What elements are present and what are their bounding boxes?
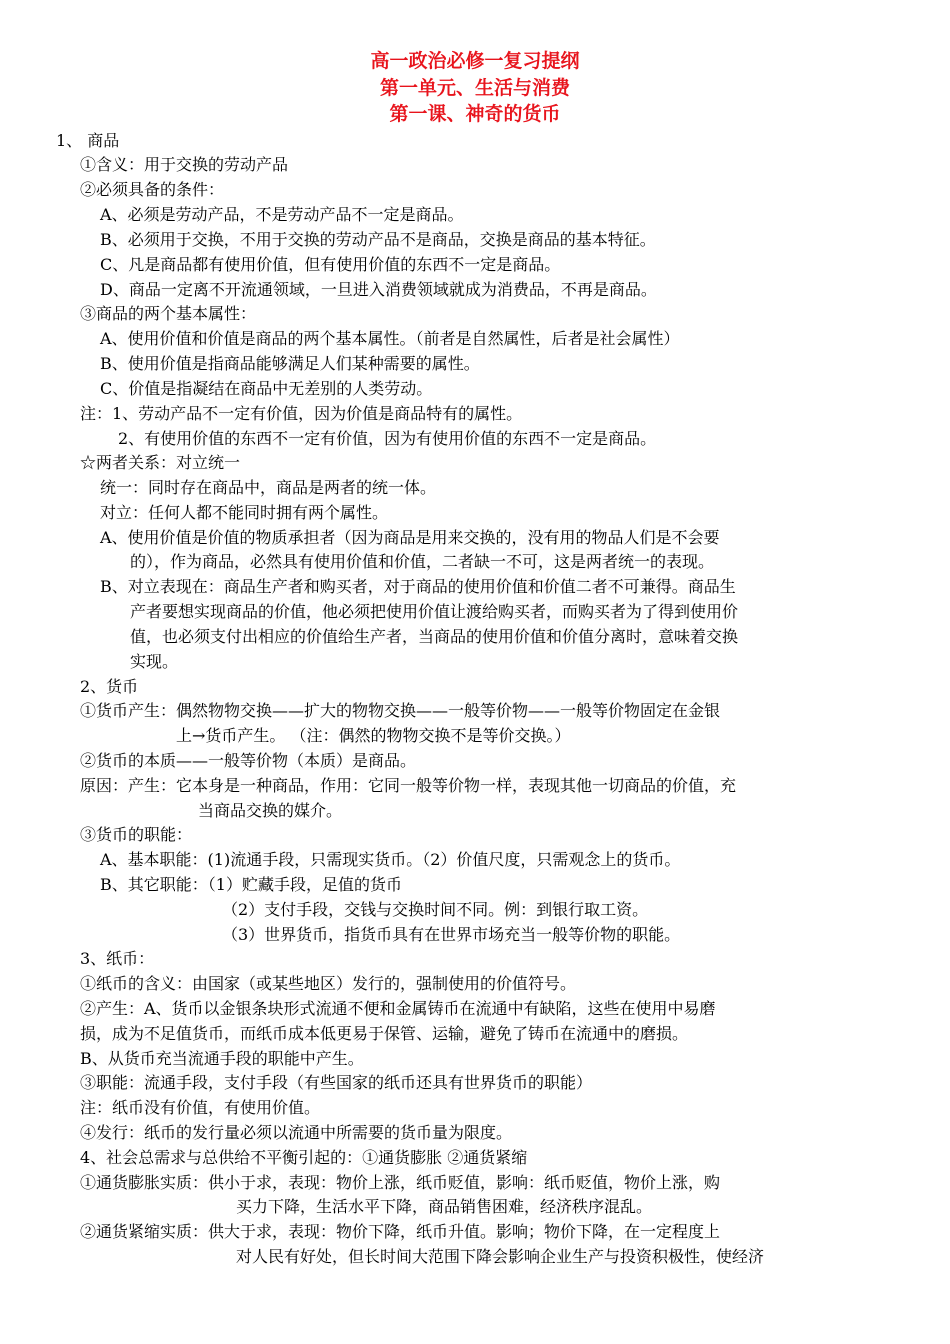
text-line: ☆两者关系：对立统一 [80, 453, 241, 472]
text-line: C、凡是商品都有使用价值，但有使用价值的东西不一定是商品。 [100, 255, 561, 274]
text-line: A、基本职能：(1)流通手段，只需现实货币。（2）价值尺度，只需观念上的货币。 [100, 850, 681, 869]
text-line: ②产生：A、货币以金银条块形式流通不便和金属铸币在流通中有缺陷，这些在使用中易磨 [80, 999, 716, 1018]
text-line: B、必须用于交换，不用于交换的劳动产品不是商品，交换是商品的基本特征。 [100, 230, 656, 249]
document-title: 高一政治必修一复习提纲 [370, 50, 580, 72]
text-line: ④发行：纸币的发行量必须以流通中所需要的货币量为限度。 [80, 1123, 513, 1142]
text-line: 产者要想实现商品的价值，他必须把使用价值让渡给购买者，而购买者为了得到使用价 [130, 602, 739, 621]
section-heading: 3、纸币： [80, 949, 155, 968]
text-line: ①通货膨胀实质：供小于求，表现：物价上涨，纸币贬值，影响：纸币贬值，物价上涨，购 [80, 1173, 721, 1192]
text-line: B、对立表现在：商品生产者和购买者，对于商品的使用价值和价值二者不可兼得。商品生 [100, 577, 736, 596]
lesson-heading: 第一课、神奇的货币 [389, 103, 561, 125]
text-line: ②通货紧缩实质：供大于求，表现：物价下降，纸币升值。影响；物价下降，在一定程度上 [80, 1222, 721, 1241]
text-line: A、使用价值是价值的物质承担者（因为商品是用来交换的，没有用的物品人们是不会要 [100, 528, 720, 547]
section-heading: 4、社会总需求与总供给不平衡引起的：①通货膨胀 ②通货紧缩 [80, 1148, 528, 1167]
text-line: B、从货币充当流通手段的职能中产生。 [80, 1049, 364, 1068]
text-line: ②货币的本质——一般等价物（本质）是商品。 [80, 751, 417, 770]
text-line: 损，成为不足值货币，而纸币成本低更易于保管、运输，避免了铸币在流通中的磨损。 [80, 1024, 689, 1043]
text-line: ①纸币的含义：由国家（或某些地区）发行的，强制使用的价值符号。 [80, 974, 577, 993]
text-line: 实现。 [130, 652, 179, 671]
text-line: D、商品一定离不开流通领域，一旦进入消费领域就成为消费品，不再是商品。 [100, 280, 657, 299]
text-line: ③商品的两个基本属性： [80, 304, 257, 323]
section-heading: 2、货币 [80, 677, 139, 696]
note-line: 注：1、劳动产品不一定有价值，因为价值是商品特有的属性。 [80, 404, 523, 423]
section-heading: 1、 商品 [56, 131, 120, 150]
text-line: B、其它职能：（1）贮藏手段，足值的货币 [100, 875, 402, 894]
text-line: 当商品交换的媒介。 [198, 801, 343, 820]
text-line: 的），作为商品，必然具有使用价值和价值，二者缺一不可，这是两者统一的表现。 [130, 552, 715, 571]
note-line: 2、有使用价值的东西不一定有价值，因为有使用价值的东西不一定是商品。 [118, 429, 657, 448]
text-line: ③职能：流通手段，支付手段（有些国家的纸币还具有世界货币的职能） [80, 1073, 593, 1092]
note-line: 注：纸币没有价值，有使用价值。 [80, 1098, 321, 1117]
unit-heading: 第一单元、生活与消费 [379, 77, 570, 99]
text-line: （2）支付手段，交钱与交换时间不同。例：到银行取工资。 [222, 900, 649, 919]
text-line: A、使用价值和价值是商品的两个基本属性。（前者是自然属性，后者是社会属性） [100, 329, 680, 348]
text-line: ②必须具备的条件： [80, 180, 225, 199]
text-line: ①货币产生：偶然物物交换——扩大的物物交换——一般等价物——一般等价物固定在金银 [80, 701, 721, 720]
text-line: 对立：任何人都不能同时拥有两个属性。 [100, 503, 389, 522]
text-line: A、必须是劳动产品，不是劳动产品不一定是商品。 [100, 205, 464, 224]
text-line: B、使用价值是指商品能够满足人们某种需要的属性。 [100, 354, 480, 373]
text-line: 原因：产生：它本身是一种商品，作用：它同一般等价物一样，表现其他一切商品的价值，充 [80, 776, 737, 795]
text-line: 统一：同时存在商品中，商品是两者的统一体。 [100, 478, 437, 497]
text-line: （3）世界货币，指货币具有在世界市场充当一般等价物的职能。 [222, 925, 681, 944]
text-line: 值，也必须支付出相应的价值给生产者，当商品的使用价值和价值分离时，意味着交换 [130, 627, 739, 646]
text-line: 上→货币产生。 （注：偶然的物物交换不是等价交换。） [176, 726, 571, 745]
text-line: 买力下降，生活水平下降，商品销售困难，经济秩序混乱。 [236, 1197, 653, 1216]
text-line: 对人民有好处，但长时间大范围下降会影响企业生产与投资积极性，使经济 [236, 1247, 765, 1266]
text-line: ①含义：用于交换的劳动产品 [80, 155, 289, 174]
text-line: C、价值是指凝结在商品中无差别的人类劳动。 [100, 379, 433, 398]
text-line: ③货币的职能： [80, 825, 193, 844]
